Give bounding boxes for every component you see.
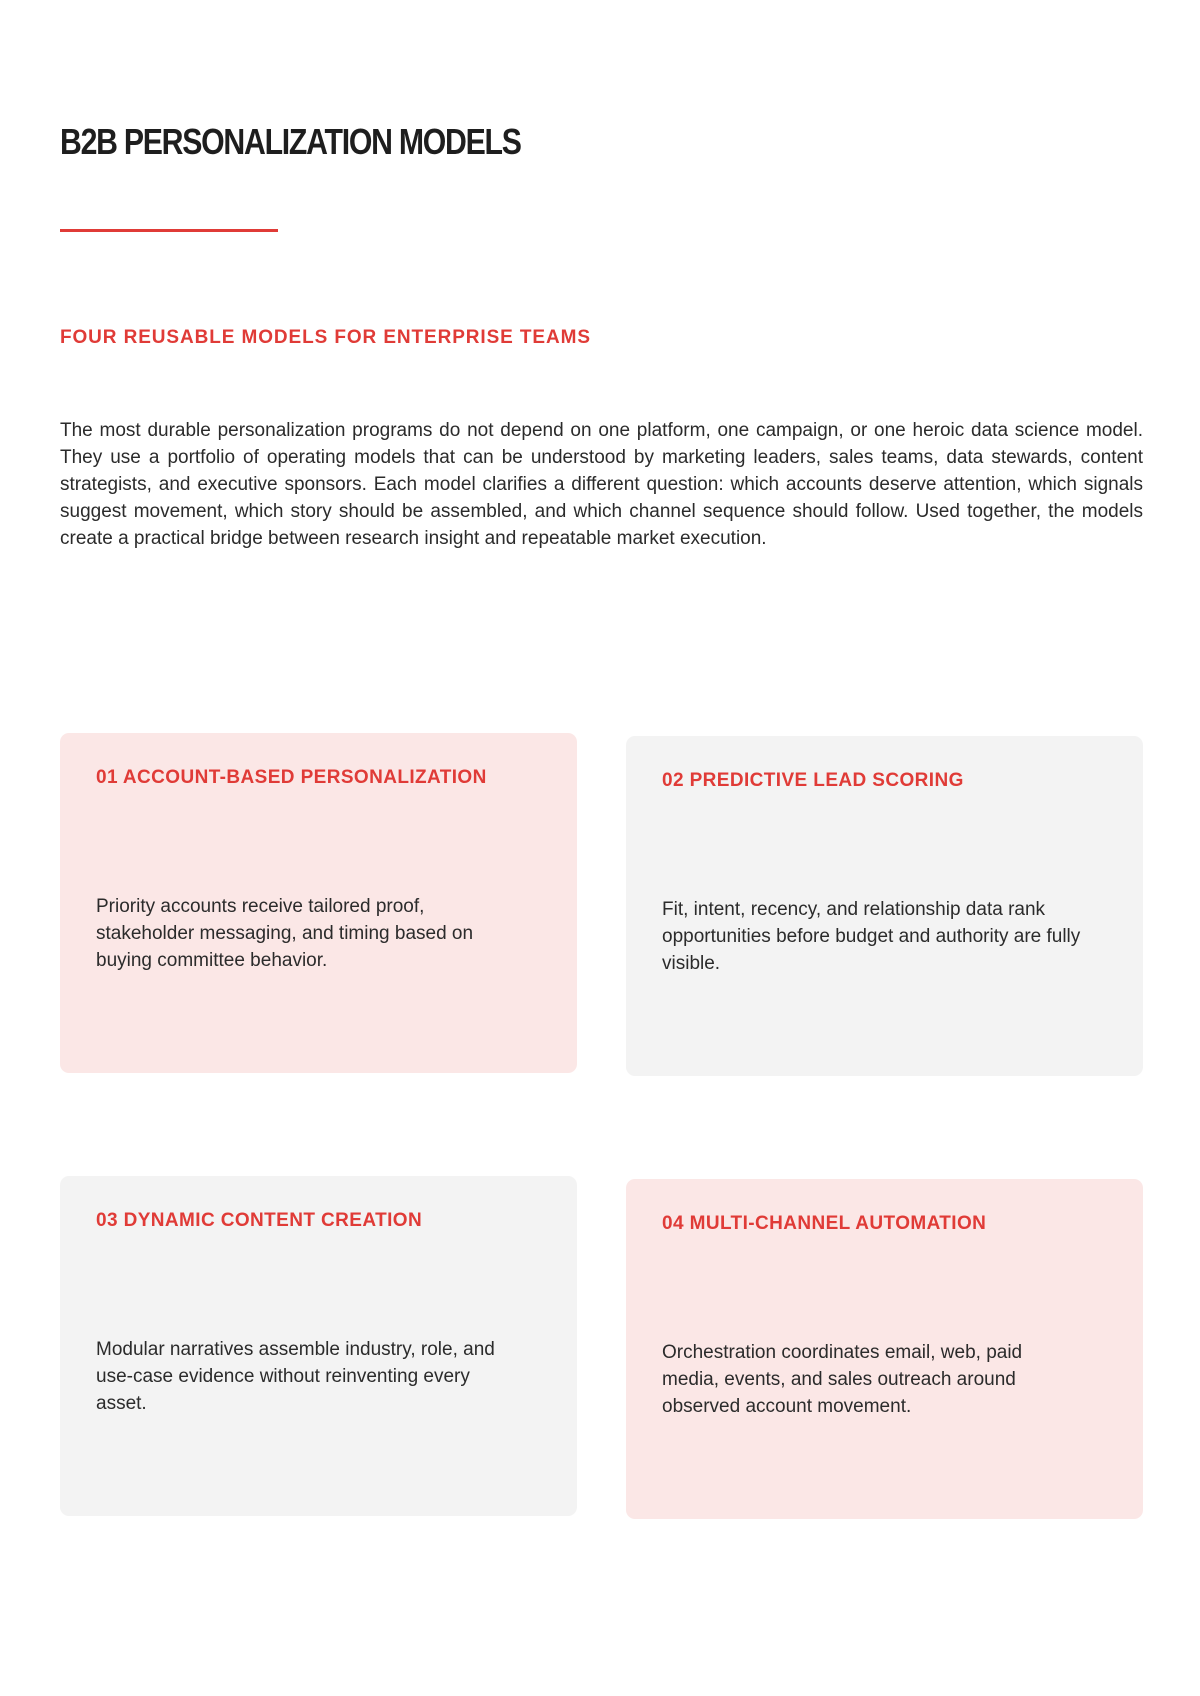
card-description: Fit, intent, recency, and relationship data rank opportunities before budget and authority are fully visible.: [662, 899, 1081, 974]
model-card-multi-channel-automation: [626, 1179, 1143, 1519]
card-description: Modular narratives assemble industry, role, and use-case evidence without reinventing every asset.: [96, 1339, 495, 1414]
model-card-dynamic-content-creation: [60, 1176, 577, 1516]
card-title: 01 ACCOUNT-BASED PERSONALIZATION: [96, 767, 487, 788]
card-title: 02 PREDICTIVE LEAD SCORING: [662, 770, 964, 791]
model-card-predictive-lead-scoring: [626, 736, 1143, 1076]
intro-paragraph: The most durable personalization programs do not depend on one platform, one campaign, or one heroic data science model. They use a portfolio of operating models that can be understood by marketing leaders, sales teams, data stewards, content strategists, and executive sponsors. Each model clarifies a different question: which accounts deserve attention, which signals suggest movement, which story should be assembled, and which channel sequence should follow. Used together, the models create a practical bridge between research insight and repeatable market execution.: [60, 420, 1143, 549]
card-title: 03 DYNAMIC CONTENT CREATION: [96, 1210, 423, 1231]
card-description: Orchestration coordinates email, web, paid media, events, and sales outreach around observed account movement.: [662, 1342, 1023, 1417]
card-description: Priority accounts receive tailored proof, stakeholder messaging, and timing based on buying committee behavior.: [96, 896, 474, 971]
title-underline: [60, 229, 278, 232]
section-subtitle: FOUR REUSABLE MODELS FOR ENTERPRISE TEAMS: [60, 327, 591, 348]
card-title: 04 MULTI-CHANNEL AUTOMATION: [662, 1213, 987, 1234]
page-title: B2B PERSONALIZATION MODELS: [60, 121, 521, 162]
model-card-account-based-personalization: [60, 733, 577, 1073]
